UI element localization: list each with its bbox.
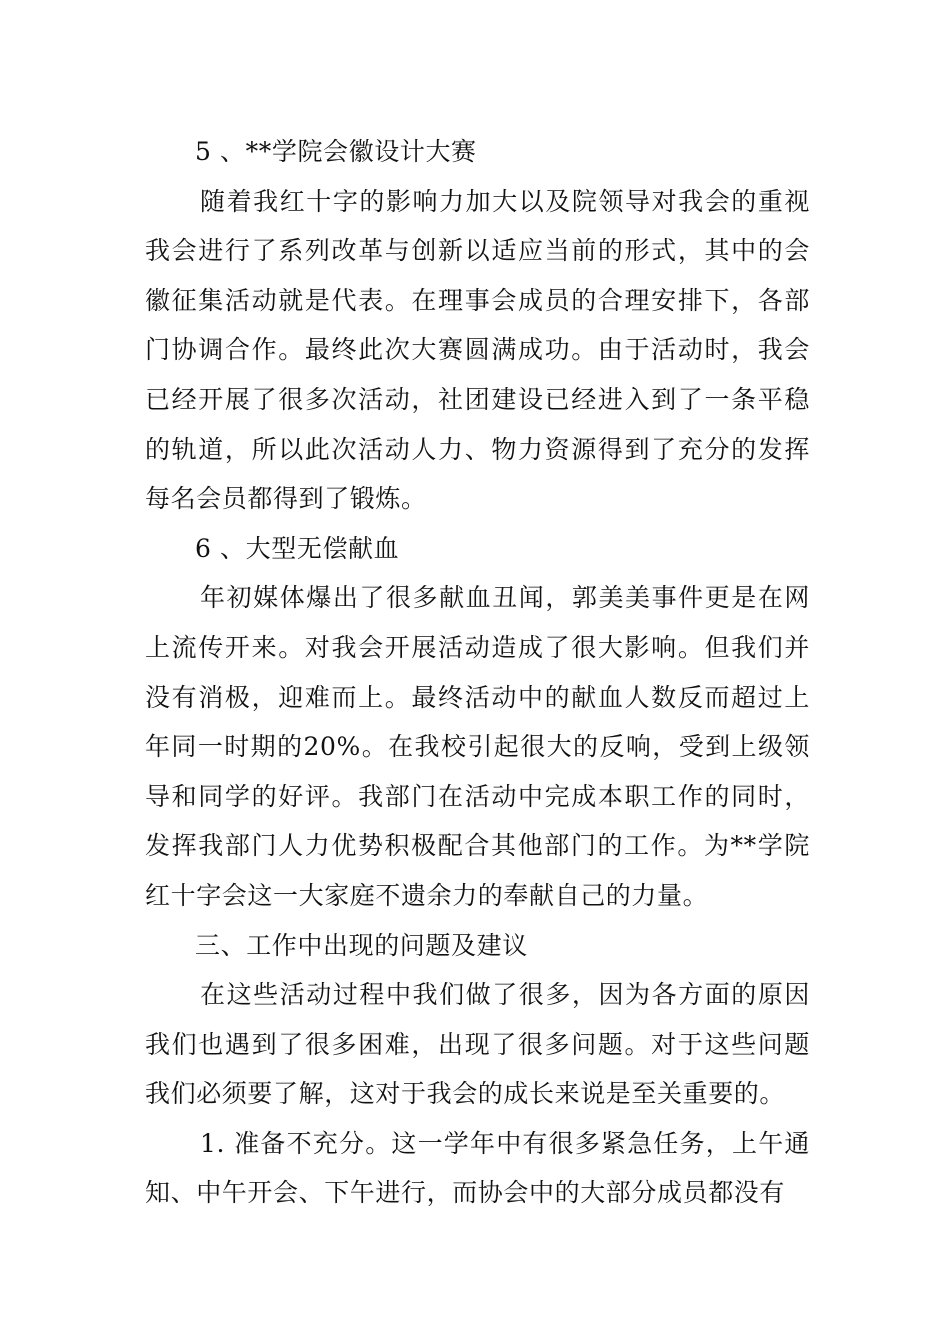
paragraph-problem-1: 1. 准备不充分。这一学年中有很多紧急任务，上午通知、中午开会、下午进行，而协会中的大部分成员都没有 (145, 1128, 810, 1208)
paragraph-problems-intro: 在这些活动过程中我们做了很多，因为各方面的原因我们也遇到了很多困难，出现了很多问题。对于这些问题我们必须要了解，这对于我会的成长来说是至关重要的。 (145, 980, 810, 1109)
paragraph-blood-donation: 年初媒体爆出了很多献血丑闻，郭美美事件更是在网上流传开来。对我会开展活动造成了很大影响。但我们并没有消极，迎难而上。最终活动中的献血人数反而超过上年同一时期的20%。在我校引起很大的反响，受到上级领导和同学的好评。我部门在活动中完成本职工作的同时，发挥我部门人力优势积极配合其他部门的工作。为**学院红十字会这一大家庭不遗余力的奉献自己的力量。 (145, 583, 810, 910)
document-body (145, 127, 810, 1218)
section-heading-problems: 三、工作中出现的问题及建议 (195, 930, 528, 960)
section-heading-emblem-contest: 5 、**学院会徽设计大赛 (195, 137, 477, 166)
section-heading-blood-donation: 6 、大型无偿献血 (195, 533, 400, 563)
paragraph-emblem-contest: 随着我红十字的影响力加大以及院领导对我会的重视我会进行了系列改革与创新以适应当前的形式，其中的会徽征集活动就是代表。在理事会成员的合理安排下，各部门协调合作。最终此次大赛圆满成功。由于活动时，我会已经开展了很多次活动，社团建设已经进入到了一条平稳的轨道，所以此次活动人力、物力资源得到了充分的发挥每名会员都得到了锻炼。 (145, 186, 810, 514)
